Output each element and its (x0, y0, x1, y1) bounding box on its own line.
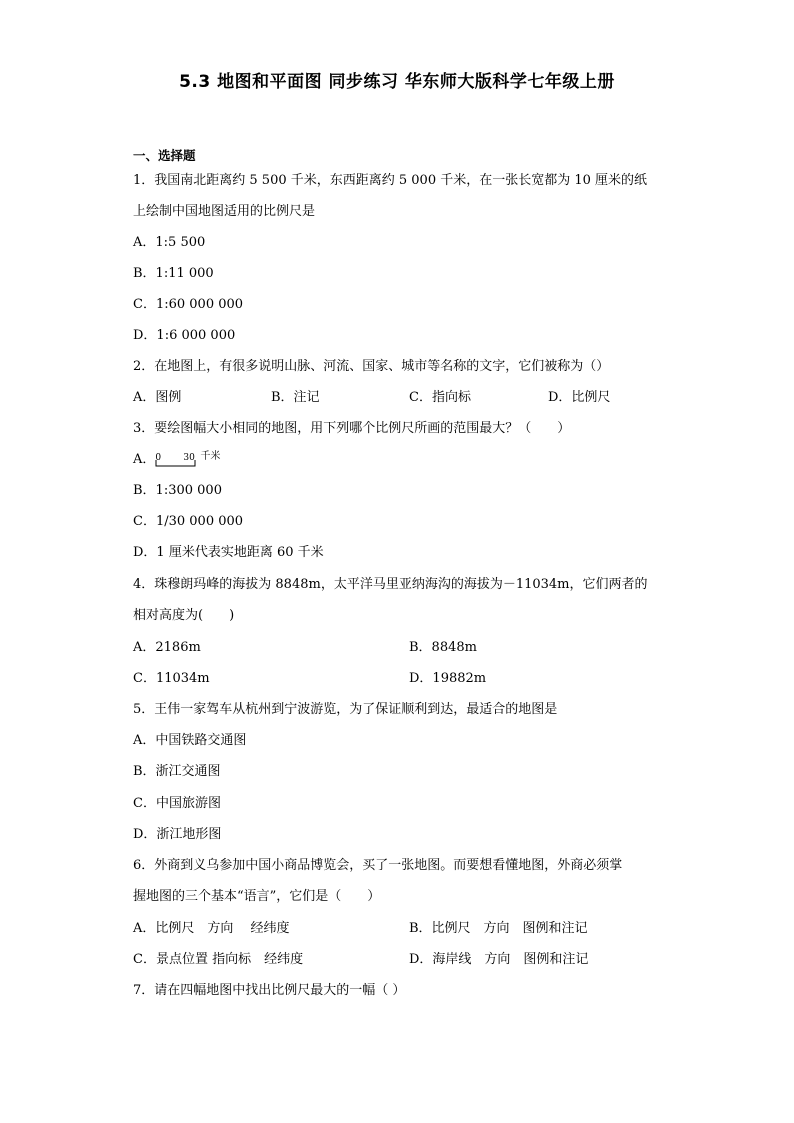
q5-option-c: C．中国旅游图 (133, 796, 221, 811)
scale-bar-image (155, 452, 225, 468)
q1-option-a: A．1:5 500 (133, 235, 206, 250)
q4-option-a: A．2186m (133, 640, 201, 655)
q1-stem-line2: 上绘制中国地图适用的比例尺是 (133, 204, 316, 219)
q1-option-b: B．1:11 000 (133, 266, 214, 281)
q5-stem-line1: 5．王伟一家驾车从杭州到宁波游览，为了保证顺利到达，最适合的地图是 (133, 702, 558, 717)
q6-option-d: D．海岸线 方向 图例和注记 (409, 952, 589, 967)
q6-stem-line1: 6．外商到义乌参加中国小商品博览会，买了一张地图。而要想看懂地图，外商必须掌 (133, 858, 623, 873)
q1-option-d: D．1:6 000 000 (133, 328, 236, 343)
q4-option-b: B．8848m (409, 640, 477, 655)
scale-bar-line (155, 460, 197, 468)
q2-option-a: A．图例 (133, 390, 182, 405)
q5-option-a: A．中国铁路交通图 (133, 733, 247, 748)
q2-option-b: B．注记 (271, 390, 320, 405)
q6-option-c: C．景点位置 指向标 经纬度 (133, 952, 304, 967)
scale-bar-tick-zero: 0 (155, 453, 162, 463)
q4-option-d: D．19882m (409, 671, 487, 686)
q2-stem-line1: 2．在地图上，有很多说明山脉、河流、国家、城市等名称的文字，它们被称为（） (133, 359, 610, 374)
scale-bar-tick-thirty: 30 (183, 453, 195, 463)
q2-option-c: C．指向标 (409, 390, 471, 405)
q3-option-a-prefix: A． (133, 452, 156, 467)
section-heading: 一、选择题 (133, 148, 196, 163)
q3-option-d: D．1 厘米代表实地距离 60 千米 (133, 545, 324, 560)
q1-stem-line1: 1．我国南北距离约 5 500 千米，东西距离约 5 000 千米，在一张长宽都为 10 厘米的纸 (133, 173, 648, 188)
q2-option-d: D．比例尺 (548, 390, 611, 405)
q3-stem-line1: 3．要绘图幅大小相同的地图，用下列哪个比例尺所画的范围最大？（ ） (133, 421, 571, 436)
q3-option-a (133, 452, 225, 468)
q5-option-b: B．浙江交通图 (133, 764, 221, 779)
q5-option-d: D．浙江地形图 (133, 827, 222, 842)
q4-stem-line2: 相对高度为( ) (133, 608, 235, 623)
q6-option-a: A．比例尺 方向 经纬度 (133, 921, 290, 936)
q4-option-c: C．11034m (133, 671, 210, 686)
scale-bar-unit: 千米 (200, 451, 221, 462)
document-title: 5.3 地图和平面图 同步练习 华东师大版科学七年级上册 (179, 72, 615, 92)
q3-option-c: C．1/30 000 000 (133, 514, 244, 529)
q7-stem-line1: 7．请在四幅地图中找出比例尺最大的一幅（ ） (133, 983, 406, 998)
q6-stem-line2: 握地图的三个基本“语言”，它们是（ ） (133, 889, 381, 904)
q4-stem-line1: 4．珠穆朗玛峰的海拔为 8848m，太平洋马里亚纳海沟的海拔为－11034m，它们两者的 (133, 577, 648, 592)
q6-option-b: B．比例尺 方向 图例和注记 (409, 921, 588, 936)
q1-option-c: C．1:60 000 000 (133, 297, 244, 312)
q3-option-b: B．1:300 000 (133, 483, 222, 498)
